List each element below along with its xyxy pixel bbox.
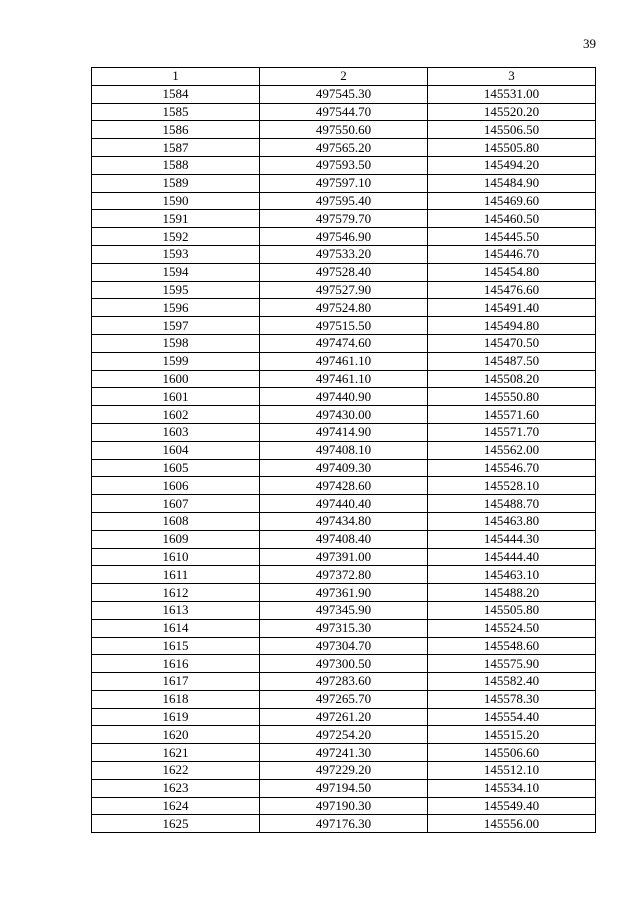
table-cell-col-3: 145470.50 — [428, 334, 596, 352]
table-row — [92, 388, 596, 406]
table-cell-col-3: 145528.10 — [428, 477, 596, 495]
table-row — [92, 192, 596, 210]
table-cell-col-1: 1608 — [92, 512, 260, 530]
table-cell-col-1: 1613 — [92, 601, 260, 619]
table-row — [92, 334, 596, 352]
coordinates-table — [91, 67, 596, 833]
table-cell-col-3: 145556.00 — [428, 815, 596, 833]
table-cell-col-2: 497315.30 — [260, 619, 428, 637]
table-cell-col-3: 145534.10 — [428, 779, 596, 797]
table-row — [92, 245, 596, 263]
table-cell-col-3: 145463.80 — [428, 512, 596, 530]
table-cell-col-3: 145515.20 — [428, 726, 596, 744]
table-cell-col-3: 145508.20 — [428, 370, 596, 388]
table-cell-col-3: 145494.80 — [428, 317, 596, 335]
table-row — [92, 103, 596, 121]
table-row — [92, 281, 596, 299]
table-cell-col-2: 497229.20 — [260, 762, 428, 780]
table-cell-col-1: 1596 — [92, 299, 260, 317]
table-cell-col-1: 1593 — [92, 245, 260, 263]
table-cell-col-1: 1590 — [92, 192, 260, 210]
table-row — [92, 655, 596, 673]
table-cell-col-2: 497528.40 — [260, 263, 428, 281]
table-cell-col-1: 1625 — [92, 815, 260, 833]
table-cell-col-1: 1592 — [92, 228, 260, 246]
table-row — [92, 726, 596, 744]
table-cell-col-1: 1589 — [92, 174, 260, 192]
table-cell-col-2: 497597.10 — [260, 174, 428, 192]
table-cell-col-3: 145487.50 — [428, 352, 596, 370]
table-cell-col-2: 497241.30 — [260, 744, 428, 762]
table-row — [92, 210, 596, 228]
header-row — [92, 68, 596, 86]
table-cell-col-2: 497414.90 — [260, 423, 428, 441]
table-row — [92, 495, 596, 513]
table-cell-col-2: 497190.30 — [260, 797, 428, 815]
table-row — [92, 708, 596, 726]
table-row — [92, 690, 596, 708]
table-cell-col-1: 1600 — [92, 370, 260, 388]
table-row — [92, 744, 596, 762]
table-cell-col-2: 497409.30 — [260, 459, 428, 477]
table-row — [92, 352, 596, 370]
column-header-2: 2 — [260, 68, 428, 86]
table-cell-col-3: 145444.30 — [428, 530, 596, 548]
table-cell-col-1: 1610 — [92, 548, 260, 566]
table-cell-col-3: 145484.90 — [428, 174, 596, 192]
table-cell-col-2: 497283.60 — [260, 673, 428, 691]
table-row — [92, 477, 596, 495]
table-cell-col-2: 497474.60 — [260, 334, 428, 352]
table-cell-col-3: 145548.60 — [428, 637, 596, 655]
table-cell-col-1: 1612 — [92, 584, 260, 602]
column-header-3: 3 — [428, 68, 596, 86]
table-cell-col-1: 1604 — [92, 441, 260, 459]
table-cell-col-2: 497461.10 — [260, 352, 428, 370]
table-cell-col-1: 1597 — [92, 317, 260, 335]
table-row — [92, 566, 596, 584]
table-cell-col-2: 497176.30 — [260, 815, 428, 833]
table-row — [92, 423, 596, 441]
table-cell-col-1: 1622 — [92, 762, 260, 780]
page-number: 39 — [583, 36, 596, 51]
table-cell-col-3: 145491.40 — [428, 299, 596, 317]
table-cell-col-3: 145454.80 — [428, 263, 596, 281]
table-cell-col-2: 497408.10 — [260, 441, 428, 459]
table-row — [92, 530, 596, 548]
table-row — [92, 228, 596, 246]
table-cell-col-2: 497361.90 — [260, 584, 428, 602]
table-cell-col-3: 145505.80 — [428, 139, 596, 157]
table-cell-col-2: 497300.50 — [260, 655, 428, 673]
table-cell-col-3: 145506.60 — [428, 744, 596, 762]
table-row — [92, 139, 596, 157]
table-cell-col-2: 497391.00 — [260, 548, 428, 566]
table-cell-col-1: 1609 — [92, 530, 260, 548]
table-cell-col-1: 1605 — [92, 459, 260, 477]
table-row — [92, 512, 596, 530]
table-cell-col-1: 1586 — [92, 121, 260, 139]
table-cell-col-1: 1618 — [92, 690, 260, 708]
table-cell-col-1: 1619 — [92, 708, 260, 726]
table-cell-col-3: 145505.80 — [428, 601, 596, 619]
table-row — [92, 673, 596, 691]
table-cell-col-3: 145562.00 — [428, 441, 596, 459]
table-row — [92, 459, 596, 477]
table-row — [92, 762, 596, 780]
table-cell-col-3: 145469.60 — [428, 192, 596, 210]
table-cell-col-3: 145446.70 — [428, 245, 596, 263]
table-cell-col-3: 145494.20 — [428, 156, 596, 174]
table-cell-col-3: 145549.40 — [428, 797, 596, 815]
table-row — [92, 263, 596, 281]
table-cell-col-1: 1621 — [92, 744, 260, 762]
table-row — [92, 584, 596, 602]
table-cell-col-1: 1616 — [92, 655, 260, 673]
table-cell-col-2: 497440.40 — [260, 495, 428, 513]
table-row — [92, 370, 596, 388]
table-cell-col-3: 145531.00 — [428, 85, 596, 103]
table-cell-col-3: 145578.30 — [428, 690, 596, 708]
table-cell-col-1: 1595 — [92, 281, 260, 299]
table-cell-col-2: 497428.60 — [260, 477, 428, 495]
table-cell-col-1: 1606 — [92, 477, 260, 495]
table-row — [92, 406, 596, 424]
table-cell-col-3: 145554.40 — [428, 708, 596, 726]
table-cell-col-3: 145550.80 — [428, 388, 596, 406]
table-row — [92, 815, 596, 833]
table-cell-col-1: 1603 — [92, 423, 260, 441]
table-cell-col-3: 145445.50 — [428, 228, 596, 246]
table-cell-col-1: 1623 — [92, 779, 260, 797]
table-row — [92, 637, 596, 655]
table-cell-col-1: 1599 — [92, 352, 260, 370]
table-cell-col-3: 145571.60 — [428, 406, 596, 424]
table-cell-col-2: 497408.40 — [260, 530, 428, 548]
table-cell-col-3: 145575.90 — [428, 655, 596, 673]
table-cell-col-3: 145506.50 — [428, 121, 596, 139]
table-row — [92, 156, 596, 174]
table-cell-col-2: 497434.80 — [260, 512, 428, 530]
table-cell-col-2: 497593.50 — [260, 156, 428, 174]
table-cell-col-2: 497194.50 — [260, 779, 428, 797]
table-cell-col-1: 1614 — [92, 619, 260, 637]
table-cell-col-2: 497579.70 — [260, 210, 428, 228]
column-header-1: 1 — [92, 68, 260, 86]
table-cell-col-2: 497254.20 — [260, 726, 428, 744]
table-cell-col-3: 145463.10 — [428, 566, 596, 584]
table-cell-col-1: 1594 — [92, 263, 260, 281]
table-cell-col-3: 145488.20 — [428, 584, 596, 602]
table-cell-col-2: 497544.70 — [260, 103, 428, 121]
table-row — [92, 548, 596, 566]
table-cell-col-2: 497515.50 — [260, 317, 428, 335]
table-cell-col-2: 497550.60 — [260, 121, 428, 139]
table-cell-col-1: 1591 — [92, 210, 260, 228]
table-cell-col-3: 145488.70 — [428, 495, 596, 513]
table-cell-col-2: 497527.90 — [260, 281, 428, 299]
table-cell-col-1: 1607 — [92, 495, 260, 513]
table-row — [92, 317, 596, 335]
table-cell-col-2: 497595.40 — [260, 192, 428, 210]
table-cell-col-2: 497440.90 — [260, 388, 428, 406]
table-cell-col-1: 1588 — [92, 156, 260, 174]
table-cell-col-1: 1602 — [92, 406, 260, 424]
table-cell-col-2: 497261.20 — [260, 708, 428, 726]
table-cell-col-3: 145546.70 — [428, 459, 596, 477]
table-cell-col-1: 1611 — [92, 566, 260, 584]
table-row — [92, 779, 596, 797]
table-cell-col-3: 145520.20 — [428, 103, 596, 121]
table-row — [92, 441, 596, 459]
table-cell-col-1: 1615 — [92, 637, 260, 655]
table-header — [92, 68, 596, 86]
table-cell-col-1: 1617 — [92, 673, 260, 691]
table-cell-col-1: 1587 — [92, 139, 260, 157]
table-cell-col-2: 497565.20 — [260, 139, 428, 157]
table-cell-col-3: 145571.70 — [428, 423, 596, 441]
table-cell-col-3: 145582.40 — [428, 673, 596, 691]
table-cell-col-2: 497545.30 — [260, 85, 428, 103]
table-cell-col-2: 497546.90 — [260, 228, 428, 246]
table-cell-col-1: 1598 — [92, 334, 260, 352]
table-cell-col-3: 145460.50 — [428, 210, 596, 228]
table-cell-col-2: 497533.20 — [260, 245, 428, 263]
table-cell-col-1: 1601 — [92, 388, 260, 406]
table-cell-col-2: 497304.70 — [260, 637, 428, 655]
table-cell-col-3: 145444.40 — [428, 548, 596, 566]
table-cell-col-1: 1620 — [92, 726, 260, 744]
table-cell-col-1: 1584 — [92, 85, 260, 103]
table-cell-col-2: 497372.80 — [260, 566, 428, 584]
table-body — [92, 85, 596, 832]
table-cell-col-3: 145476.60 — [428, 281, 596, 299]
table-cell-col-2: 497430.00 — [260, 406, 428, 424]
table-row — [92, 85, 596, 103]
table-cell-col-2: 497265.70 — [260, 690, 428, 708]
table-cell-col-3: 145512.10 — [428, 762, 596, 780]
table-cell-col-3: 145524.50 — [428, 619, 596, 637]
table-cell-col-2: 497345.90 — [260, 601, 428, 619]
table-cell-col-2: 497461.10 — [260, 370, 428, 388]
table-cell-col-1: 1624 — [92, 797, 260, 815]
table-row — [92, 601, 596, 619]
table-row — [92, 797, 596, 815]
table-row — [92, 619, 596, 637]
table-cell-col-2: 497524.80 — [260, 299, 428, 317]
table-row — [92, 299, 596, 317]
table-row — [92, 121, 596, 139]
table-cell-col-1: 1585 — [92, 103, 260, 121]
table-row — [92, 174, 596, 192]
